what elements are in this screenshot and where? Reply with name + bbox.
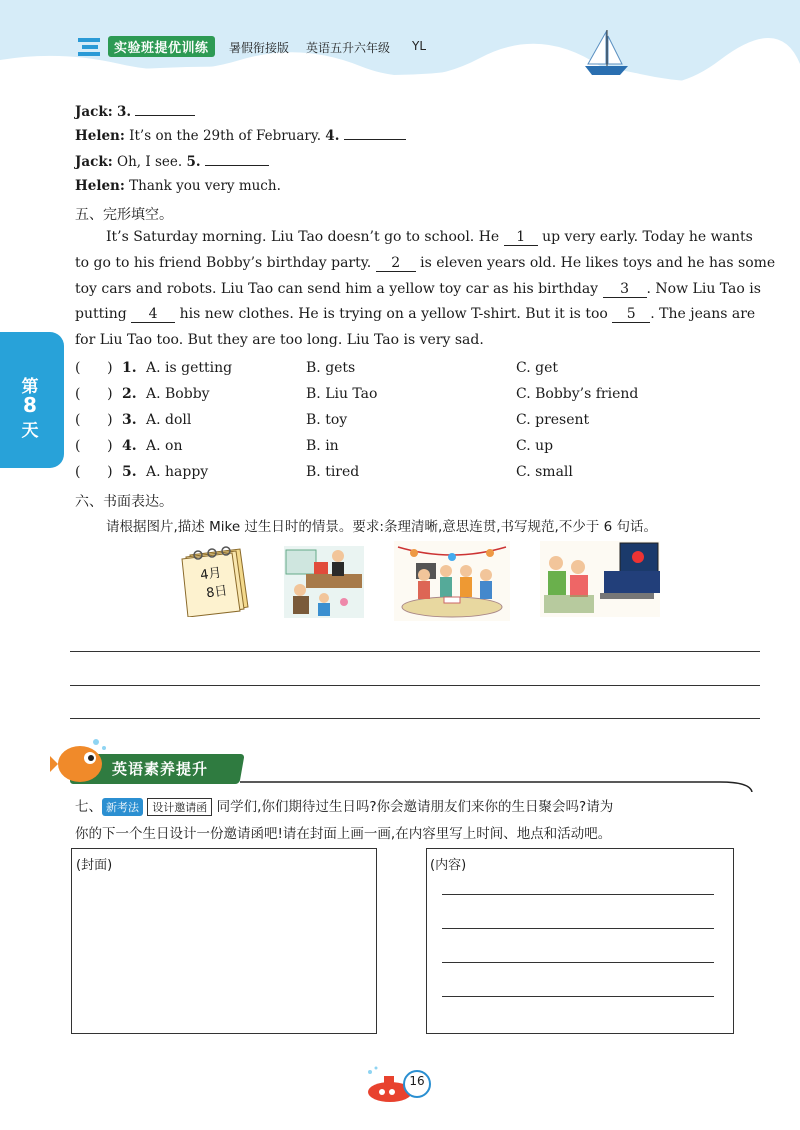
- option-b[interactable]: B. in: [306, 438, 339, 454]
- cloze-text: to go to his friend Bobby’s birthday party.: [75, 255, 372, 271]
- cloze-line-1: [106, 229, 753, 246]
- banner-arc: [240, 748, 754, 792]
- cover-label: (封面): [76, 858, 113, 873]
- section-7-line2: 你的下一个生日设计一份邀请函吧!请在封面上画一画,在内容里写上时间、地点和活动吧。: [75, 826, 612, 842]
- dialogue-line: Helen: It’s on the 29th of February. 4.: [75, 125, 406, 144]
- section-7-text: 同学们,你们期待过生日吗?你会邀请朋友们来你的生日聚会吗?请为: [216, 799, 614, 815]
- subject-label: 英语五升六年级: [306, 41, 391, 55]
- code-label: YL: [412, 39, 427, 53]
- dialogue-line: Helen: Thank you very much.: [75, 178, 281, 194]
- cloze-text: up very early. Today he wants: [542, 229, 753, 245]
- content-label: (内容): [430, 858, 467, 873]
- cloze-blank[interactable]: 5: [612, 306, 650, 323]
- cloze-line-4: [75, 306, 755, 323]
- cloze-blank[interactable]: 1: [504, 229, 538, 246]
- answer-blank[interactable]: [205, 151, 269, 166]
- option-a[interactable]: A. is getting: [146, 360, 233, 376]
- cloze-text: putting: [75, 306, 127, 322]
- page-number: 16: [409, 1074, 425, 1088]
- question-number: 4.: [122, 438, 137, 454]
- option-a[interactable]: A. happy: [146, 464, 209, 480]
- new-method-tag: 新考法: [102, 798, 143, 816]
- cloze-text: . The jeans are: [650, 306, 756, 322]
- cloze-blank[interactable]: 3: [603, 281, 647, 298]
- answer-blank[interactable]: [344, 125, 406, 140]
- answer-paren[interactable]: ( ): [75, 386, 113, 402]
- logo-icon: [76, 36, 104, 58]
- cloze-text: It’s Saturday morning. Liu Tao doesn’t go to school. He: [106, 229, 500, 245]
- content-line[interactable]: [442, 928, 714, 929]
- section-6-instruction: 请根据图片,描述 Mike 过生日时的情景。要求:条理清晰,意思连贯,书写规范,不少于 6 句话。: [106, 519, 658, 535]
- cloze-text: toy cars and robots. Liu Tao can send him a yellow toy car as his birthday: [75, 281, 599, 297]
- cloze-line-5: for Liu Tao too. But they are too long. Liu Tao is very sad.: [75, 332, 484, 348]
- fish-mascot-icon: [50, 736, 114, 788]
- answer-paren[interactable]: ( ): [75, 360, 113, 376]
- cloze-line-2: [75, 255, 775, 272]
- brand-title: 实验班提优训练: [108, 36, 215, 57]
- section-5-title: 五、完形填空。: [75, 207, 173, 223]
- option-c[interactable]: C. small: [516, 464, 573, 480]
- edition-label: 暑假衔接版: [229, 41, 290, 55]
- answer-paren[interactable]: ( ): [75, 438, 113, 454]
- dialogue-line: Jack: 3.: [75, 101, 195, 120]
- writing-line[interactable]: [70, 685, 760, 686]
- speaker: Jack: [75, 154, 108, 170]
- party-picture: [394, 541, 510, 621]
- option-b[interactable]: B. Liu Tao: [306, 386, 378, 402]
- speaker: Jack: [75, 104, 108, 120]
- content-box[interactable]: [426, 848, 734, 1034]
- calendar-month: 4月: [199, 565, 223, 584]
- computer-game-picture: [540, 541, 660, 617]
- content-line[interactable]: [442, 894, 714, 895]
- blank-number: 3.: [117, 104, 132, 120]
- answer-paren[interactable]: ( ): [75, 412, 113, 428]
- calendar-day: 8日: [205, 583, 229, 602]
- dialogue-text: Thank you very much.: [129, 178, 281, 194]
- writing-line[interactable]: [70, 718, 760, 719]
- shop-gift-picture: [284, 546, 364, 618]
- answer-paren[interactable]: ( ): [75, 464, 113, 480]
- cover-box[interactable]: [71, 848, 377, 1034]
- cloze-line-3: [75, 281, 761, 298]
- question-number: 5.: [122, 464, 137, 480]
- speaker: Helen: [75, 178, 120, 194]
- option-b[interactable]: B. tired: [306, 464, 360, 480]
- option-c[interactable]: C. up: [516, 438, 554, 454]
- day-tab-line2: 8: [23, 393, 37, 417]
- cloze-blank[interactable]: 4: [131, 306, 175, 323]
- option-c[interactable]: C. get: [516, 360, 558, 376]
- dialogue-line: Jack: Oh, I see. 5.: [75, 151, 269, 170]
- question-number: 1.: [122, 360, 137, 376]
- section-7-line1: [75, 795, 613, 816]
- dialogue-text: Oh, I see.: [117, 154, 183, 170]
- speaker: Helen: [75, 128, 120, 144]
- question-number: 3.: [122, 412, 137, 428]
- cloze-text: is eleven years old. He likes toys and he has some: [420, 255, 776, 271]
- cloze-text: his new clothes. He is trying on a yellow T-shirt. But it is too: [179, 306, 608, 322]
- option-b[interactable]: B. toy: [306, 412, 348, 428]
- cloze-blank[interactable]: 2: [376, 255, 416, 272]
- dialogue-text: It’s on the 29th of February.: [129, 128, 321, 144]
- option-a[interactable]: A. on: [146, 438, 183, 454]
- content-line[interactable]: [442, 996, 714, 997]
- content-line[interactable]: [442, 962, 714, 963]
- banner-title: 英语素养提升: [112, 760, 209, 778]
- cloze-text: . Now Liu Tao is: [646, 281, 761, 297]
- question-number: 2.: [122, 386, 137, 402]
- section-7-prefix: 七、: [75, 799, 102, 815]
- task-tag: 设计邀请函: [147, 798, 212, 816]
- day-tab-line3: 天: [21, 421, 39, 441]
- section-6-title: 六、书面表达。: [75, 494, 173, 510]
- blank-number: 4.: [325, 128, 340, 144]
- option-a[interactable]: A. doll: [146, 412, 192, 428]
- option-c[interactable]: C. Bobby’s friend: [516, 386, 639, 402]
- blank-number: 5.: [186, 154, 201, 170]
- writing-line[interactable]: [70, 651, 760, 652]
- day-tab-line1: 第: [21, 377, 39, 397]
- answer-blank[interactable]: [135, 101, 195, 116]
- option-c[interactable]: C. present: [516, 412, 590, 428]
- option-b[interactable]: B. gets: [306, 360, 356, 376]
- option-a[interactable]: A. Bobby: [146, 386, 210, 402]
